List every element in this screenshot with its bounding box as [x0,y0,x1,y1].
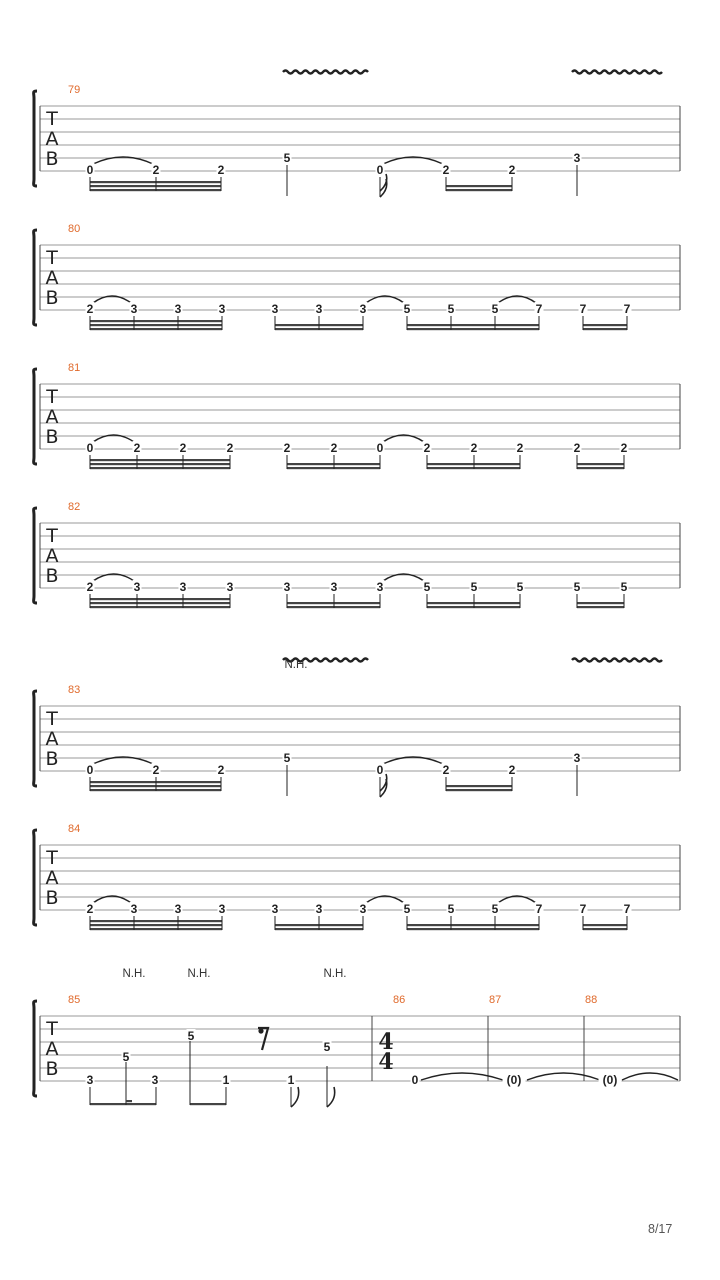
fret-number: 3 [359,302,367,316]
tab-system [34,223,680,330]
system-bracket [34,508,37,603]
fret-number: 2 [516,441,524,455]
fret-number: 3 [226,580,234,594]
fret-number: 2 [330,441,338,455]
beam [583,328,627,330]
beam [446,185,512,187]
tie-arc [421,1073,503,1080]
fret-number: 5 [403,902,411,916]
clef-letter: A [45,728,59,750]
fret-number: 5 [283,151,291,165]
fret-number: 3 [174,302,182,316]
clef-letter: B [45,148,59,170]
clef-letter: T [46,386,58,408]
measure-number: 88 [585,994,598,1006]
fret-number: 3 [315,302,323,316]
vibrato-wave [572,659,662,662]
fret-number: 2 [508,163,516,177]
fret-number: 0 [376,163,384,177]
fret-number: 2 [86,302,94,316]
clef-letter: B [45,426,59,448]
tab-system [34,501,680,608]
beam [583,324,627,326]
fret-number: 2 [179,441,187,455]
fret-number: 2 [620,441,628,455]
beam [577,606,624,608]
beam [407,324,539,326]
clef-letter: A [45,128,59,150]
beam [90,928,222,930]
fret-number: 2 [152,163,160,177]
fret-number: 2 [423,441,431,455]
fret-number: 0 [86,441,94,455]
beam [90,924,222,926]
tab-system [34,823,680,930]
beam [90,598,230,600]
clef-letter: A [45,267,59,289]
fret-number: 5 [187,1029,195,1043]
measure-number: 80 [68,223,81,235]
beam [90,602,230,604]
fret-number: 3 [130,902,138,916]
beam [407,328,539,330]
fret-number: 3 [130,302,138,316]
fret-number: 5 [403,302,411,316]
fret-number: 7 [623,302,631,316]
tab-system [34,684,680,797]
beam [90,920,222,922]
fret-number: 3 [133,580,141,594]
measure-number: 81 [68,362,81,374]
beam [90,1103,156,1105]
fret-number: 3 [174,902,182,916]
fret-number: 2 [133,441,141,455]
vibrato-wave [572,71,662,74]
beam [90,324,222,326]
fret-number: 0 [411,1073,419,1087]
fret-number: 5 [283,751,291,765]
fret-number: 5 [491,902,499,916]
fret-number: 0 [86,163,94,177]
fret-number: 7 [535,902,543,916]
clef-letter: A [45,1038,59,1060]
beam [90,467,230,469]
fret-number: 2 [283,441,291,455]
tie-arc [527,1073,600,1080]
beam [446,785,512,787]
natural-harmonic-label: N.H. [284,659,308,671]
clef-letter: B [45,748,59,770]
clef-letter: A [45,545,59,567]
fret-number: 2 [217,763,225,777]
clef-letter: A [45,406,59,428]
fret-number: 3 [218,902,226,916]
fret-number: 3 [271,302,279,316]
clef-letter: B [45,287,59,309]
tab-system [34,362,680,469]
beam [577,602,624,604]
clef-letter: T [46,247,58,269]
measure-number: 83 [68,684,81,696]
fret-number: 3 [283,580,291,594]
beam [577,463,624,465]
beam [126,1100,132,1102]
fret-number: 7 [623,902,631,916]
beam [407,928,539,930]
fret-number: 5 [470,580,478,594]
fret-number: 3 [315,902,323,916]
fret-number: 2 [470,441,478,455]
fret-number: 3 [271,902,279,916]
fret-number: 1 [222,1073,230,1087]
fret-number: 3 [330,580,338,594]
fret-number: 7 [579,902,587,916]
beam [90,463,230,465]
fret-number: 5 [447,302,455,316]
tab-system [34,968,680,1107]
fret-number: 2 [442,163,450,177]
beam [577,467,624,469]
fret-number: 2 [508,763,516,777]
system-bracket [34,230,37,325]
beam [583,924,627,926]
fret-number: (0) [506,1073,522,1087]
page-number: 8/17 [648,1222,673,1236]
natural-harmonic-label: N.H. [323,968,347,980]
time-signature-top: 4 [378,1029,394,1055]
measure-number: 82 [68,501,81,513]
eighth-rest-dot [258,1028,263,1033]
clef-letter: T [46,1018,58,1040]
fret-number: 3 [86,1073,94,1087]
clef-letter: B [45,565,59,587]
measure-number: 86 [393,994,406,1006]
fret-number: 0 [376,441,384,455]
fret-number: 3 [179,580,187,594]
fret-number: 7 [535,302,543,316]
system-bracket [34,691,37,786]
system-bracket [34,369,37,464]
note-flag [291,1087,299,1107]
time-signature-bottom: 4 [378,1049,394,1075]
fret-number: 5 [491,302,499,316]
measure-number: 79 [68,84,81,96]
fret-number: 3 [573,151,581,165]
clef-letter: T [46,525,58,547]
beam [90,459,230,461]
vibrato-wave [283,71,368,74]
fret-number: 2 [152,763,160,777]
system-bracket [34,1001,37,1096]
clef-letter: B [45,887,59,909]
fret-number: 5 [423,580,431,594]
system-bracket [34,91,37,186]
clef-letter: T [46,708,58,730]
beam [446,789,512,791]
measure-number: 87 [489,994,502,1006]
clef-letter: T [46,108,58,130]
beam [90,606,230,608]
fret-number: 1 [287,1073,295,1087]
fret-number: 3 [359,902,367,916]
clef-letter: T [46,847,58,869]
fret-number: 2 [573,441,581,455]
note-flag [327,1087,335,1107]
fret-number: 3 [573,751,581,765]
clef-letter: A [45,867,59,889]
measure-number: 85 [68,994,81,1006]
system-bracket [34,830,37,925]
beam [190,1103,226,1105]
natural-harmonic-label: N.H. [122,968,146,980]
beam [407,924,539,926]
fret-number: 2 [226,441,234,455]
fret-number: 5 [573,580,581,594]
fret-number: 3 [218,302,226,316]
fret-number: 2 [86,580,94,594]
fret-number: 5 [122,1050,130,1064]
beam [90,328,222,330]
fret-number: 5 [447,902,455,916]
fret-number: 0 [376,763,384,777]
fret-number: 3 [151,1073,159,1087]
fret-number: 0 [86,763,94,777]
fret-number: 7 [579,302,587,316]
natural-harmonic-label: N.H. [187,968,211,980]
fret-number: 2 [442,763,450,777]
fret-number: 2 [217,163,225,177]
tie-arc [622,1073,678,1080]
beam [446,189,512,191]
tab-system [34,84,680,197]
fret-number: 3 [376,580,384,594]
clef-letter: B [45,1058,59,1080]
fret-number: 2 [86,902,94,916]
fret-number: 5 [516,580,524,594]
fret-number: 5 [323,1040,331,1054]
measure-number: 84 [68,823,81,835]
beam [90,320,222,322]
fret-number: (0) [602,1073,618,1087]
beam [583,928,627,930]
fret-number: 5 [620,580,628,594]
